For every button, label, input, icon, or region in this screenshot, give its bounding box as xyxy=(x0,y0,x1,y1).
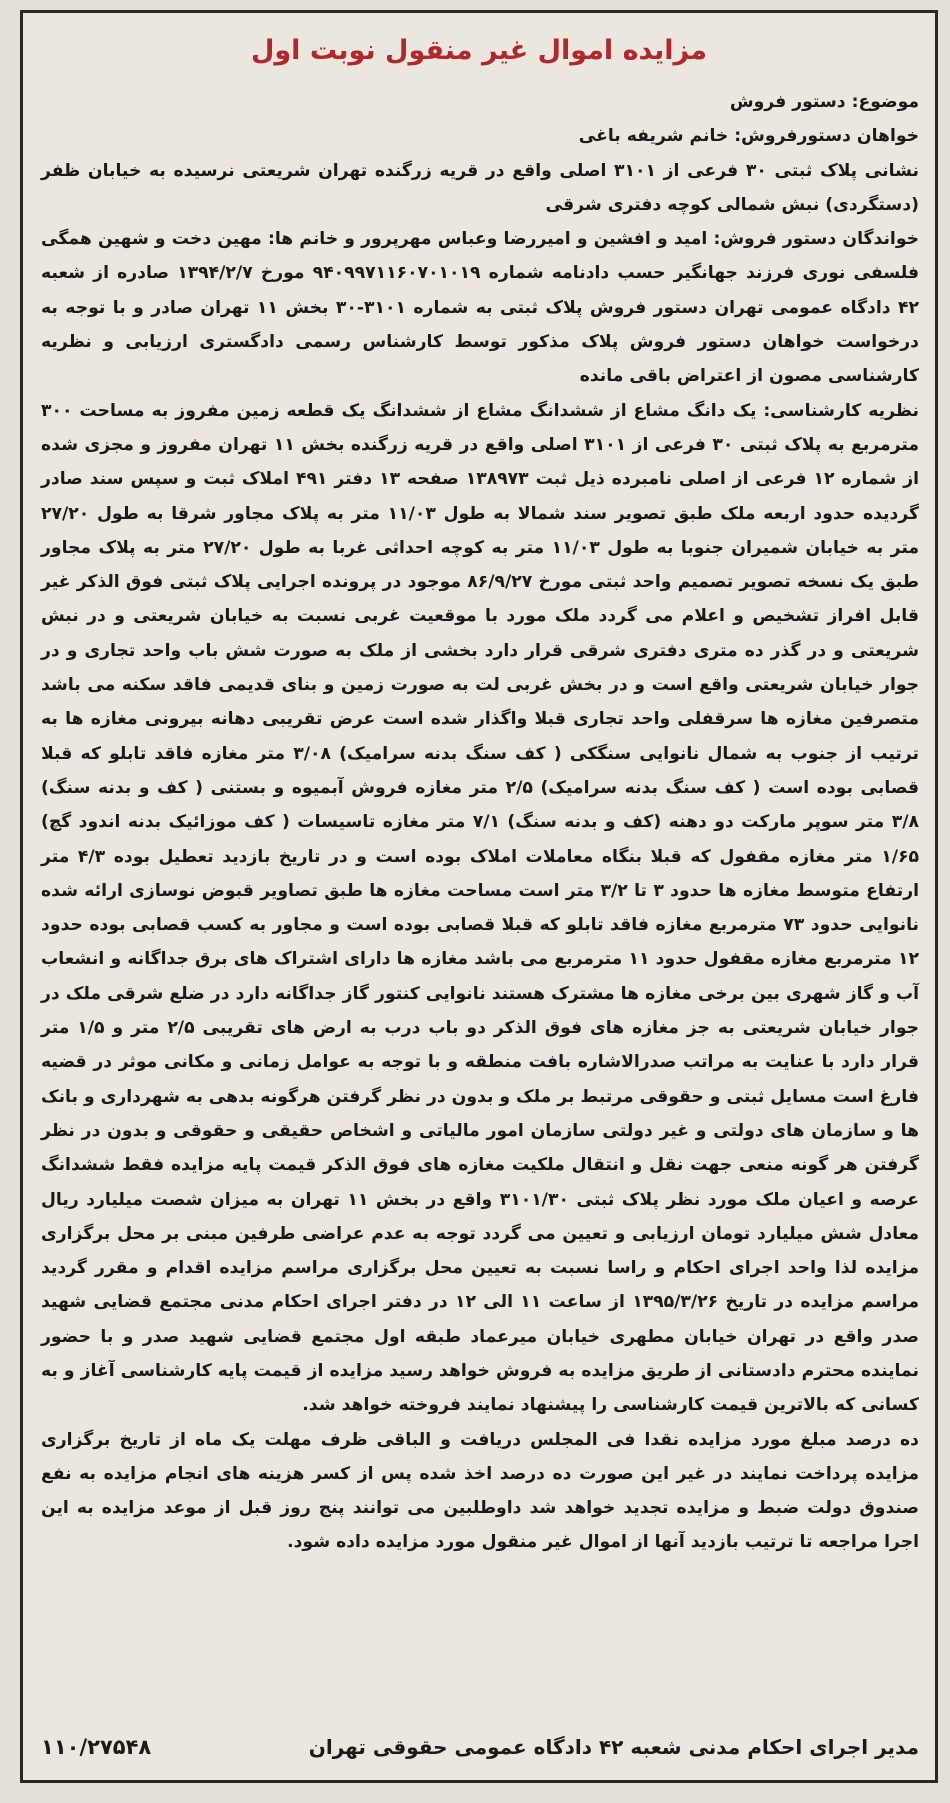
paragraph-address: نشانی پلاک ثبتی ۳۰ فرعی از ۳۱۰۱ اصلی واقع در قریه زرگنده تهران شریعتی نرسیده به خیابان ظفر (دستگردی) نبش شمالی کوچه دفتری شرقی xyxy=(41,160,919,215)
notice-body xyxy=(41,85,919,1560)
paragraph-plaintiff: خواهان دستورفروش: خانم شریفه باغی xyxy=(578,126,919,147)
paragraph-subject: موضوع: دستور فروش xyxy=(729,92,919,112)
paragraph-payment-terms: ده درصد مبلغ مورد مزایده نقدا فی المجلس دریافت و الباقی ظرف مهلت یک ماه از تاریخ برگزاری مزایده پرداخت نمایند در غیر این صورت ده درصد اخذ شده پس از کسر هزینه های انجام مزایده به نفع صندوق دولت ضبط و مزایده تجدید خواهد شد داوطلبین می توانند پنج روز قبل از موعد مزایده به این اجرا مراجعه تا ترتیب بازدید آنها از اموال غیر منقول مورد مزایده داده شود. xyxy=(41,1429,919,1553)
reference-number: ۱۱۰/۲۷۵۴۸ xyxy=(41,1735,152,1759)
title-bar xyxy=(23,35,935,66)
signer-title: مدیر اجرای احکام مدنی شعبه ۴۲ دادگاه عمومی حقوقی تهران xyxy=(308,1735,919,1759)
notice-frame xyxy=(20,10,938,1783)
paragraph-defendants: خواندگان دستور فروش: امید و افشین و امیررضا وعباس مهرپرور و خانم ها: مهین دخت و شهین همگی فلسفی نوری فرزند جهانگیر حسب دادنامه شماره ۹۴۰۹۹۷۱۱۶۰۷۰۱۰۱۹ مورخ ۱۳۹۴/۲/۷ صادره از شعبه ۴۲ دادگاه عمومی تهران دستور فروش پلاک ثبتی به شماره ۳۱۰۱-۳۰ بخش ۱۱ تهران صادر و با توجه به درخواست خواهان دستور فروش پلاک مذکور توسط کارشناس رسمی دادگستری ارزیابی و نظریه کارشناسی مصون از اعتراض باقی مانده xyxy=(41,229,920,387)
bottom-edge xyxy=(0,1787,950,1803)
notice-footer xyxy=(41,1727,919,1767)
notice-title: مزایده اموال غیر منقول نوبت اول xyxy=(250,35,708,66)
paragraph-expert-opinion: نظریه کارشناسی: یک دانگ مشاع از ششدانگ مشاع از ششدانگ یک قطعه زمین مفروز به مساحت ۳۰۰ مترمربع به پلاک ثبتی ۳۰ فرعی از ۳۱۰۱ اصلی واقع در قریه زرگنده بخش ۱۱ تهران مفروز و مجزی شده از شماره ۱۲ فرعی از اصلی نامبرده ذیل ثبت ۱۳۸۹۷۳ صفحه ۱۳ دفتر ۴۹۱ املاک ثبت و سپس سند صادر گردیده حدود اربعه ملک طبق تصویر سند شمالا به طول ۱۱/۰۳ متر به پلاک مجاور شرقا به طول ۲۷/۲۰ متر به خیابان شمیران جنوبا به طول ۱۱/۰۳ متر به کوچه احداثی غربا به طول ۲۷/۲۰ متر به پلاک مجاور طبق یک نسخه تصویر تصمیم واحد ثبتی مورخ ۸۶/۹/۲۷ موجود در پرونده اجرایی پلاک ثبتی فوق الذکر غیر قابل افراز تشخیص و اعلام می گردد ملک مورد با موقعیت غربی نسبت به خیابان شریعتی و در نبش شریعتی و در گذر ده متری دفتری شرقی قرار دارد بخشی از ملک به صورت شش باب واحد تجاری و در جوار خیابان شریعتی واقع است و در بخش غربی لت به صورت زمین و بنای قدیمی فاقد سکنه می باشد متصرفین مغازه ها سرقفلی واحد تجاری قبلا واگذار شده است عرض تقریبی دهانه بیرونی مغازه ها به ترتیب از جنوب به شمال نانوایی سنگکی ( کف سنگ بدنه سرامیک) ۳/۰۸ متر مغازه فاقد تابلو که قبلا قصابی بوده است ( کف سنگ بدنه سرامیک) ۲/۵ متر مغازه فروش آبمیوه و بستنی ( کف و بدنه سنگ) ۳/۸ متر سوپر مارکت دو دهنه (کف و بدنه سنگ) ۷/۱ متر مغازه تاسیسات ( کف موزائیک بدنه اندود گچ) ۱/۶۵ متر مغازه مقفول که قبلا بنگاه معاملات املاک بوده است و در تاریخ بازدید تعطیل بوده ۴/۳ متر ارتفاع متوسط مغازه ها حدود ۳ تا ۳/۲ متر است مساحت مغازه ها طبق تصاویر قبوض نوسازی ارائه شده نانوایی حدود ۷۳ مترمربع مغازه فاقد تابلو که قبلا قصابی بوده است و مجاور به کسب قصابی بوده حدود ۱۲ مترمربع مغازه مقفول حدود ۱۱ مترمربع می باشد مغازه ها دارای اشتراک های برق جداگانه و انشعاب آب و گاز شهری بین برخی مغازه ها مشترک هستند نانوایی کنتور گاز جداگانه دارد در ضلع شرقی ملک در جوار خیابان شریعتی به جز مغازه های فوق الذکر دو باب درب به ارض های تقریبی ۲/۵ متر و ۱/۵ متر قرار دارد با عنایت به مراتب صدرالاشاره بافت منطقه و با توجه به عوامل زمانی و مکانی موثر در قضیه فارغ است مسایل ثبتی و حقوقی مرتبط بر ملک و بدون در نظر گرفتن هرگونه بدهی به شهرداری و بانک ها و سازمان های دولتی و غیر دولتی سازمان امور مالیاتی و اشخاص حقیقی و حقوقی و بدون در نظر گرفتن هر گونه منعی جهت نقل و انتقال ملکیت مغازه های فوق الذکر قیمت پایه مزایده فقط ششدانگ عرصه و اعیان ملک مورد نظر پلاک ثبتی ۳۱۰۱/۳۰ واقع در بخش ۱۱ تهران به میزان شصت میلیارد ریال معادل شش میلیارد تومان ارزیابی و تعیین می گردد توجه به عدم عراضی طرفین مبنی بر محل برگزاری مزایده لذا واحد اجرای احکام و راسا نسبت به تعیین محل برگزاری مراسم مزایده اقدام و مقرر گردید مراسم مزایده در تاریخ ۱۳۹۵/۳/۲۶ از ساعت ۱۱ الی ۱۲ در دفتر اجرای احکام مدنی مجتمع قضایی شهید صدر واقع در تهران خیابان مطهری خیابان میرعماد طبقه اول مجتمع قضایی شهید صدر و با حضور نماینده محترم دادستانی از طریق مزایده به فروش خواهد رسید مزایده از قیمت پایه کارشناسی آغاز و به کسانی که بالاترین قیمت کارشناسی را پیشنهاد نمایند فروخته خواهد شد. xyxy=(41,400,920,1416)
